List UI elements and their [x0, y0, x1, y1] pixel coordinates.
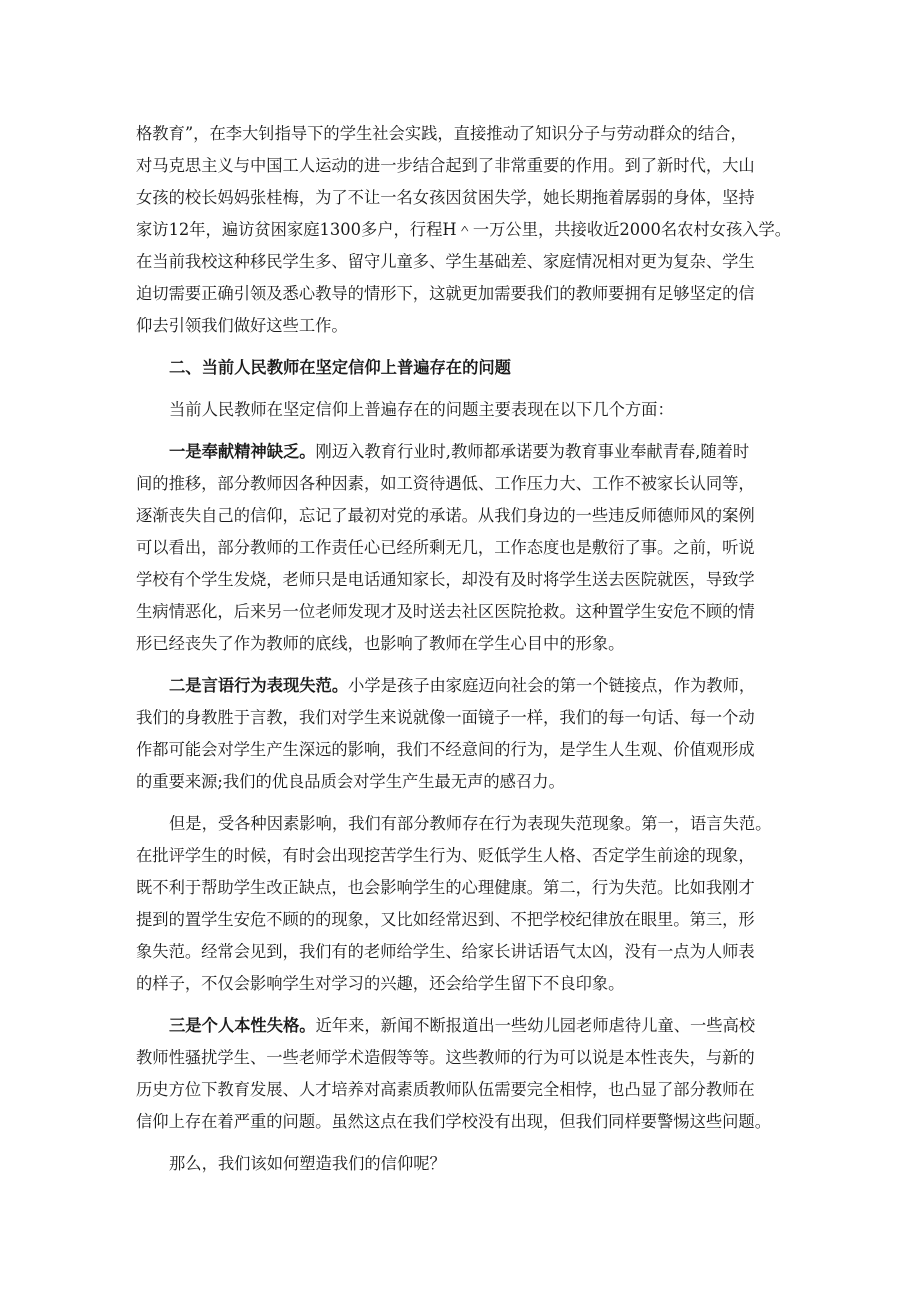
text-line: 家访12年，遍访贫困家庭1300多户，行程H＾一万公里，共接收近2000名农村女孩入学。: [136, 220, 792, 239]
point-title: 二是言语行为表现失范。: [169, 676, 349, 695]
text-line: 信仰上存在着严重的问题。虽然这点在我们学校没有出现，但我们同样要警惕这些问题。: [136, 1112, 771, 1131]
text-line: 生病情恶化，后来另一位老师发现才及时送去社区医院抢救。这种置学生安危不顾的情: [136, 602, 755, 621]
text-line: 的重要来源;我们的优良品质会对学生产生最无声的感召力。: [136, 772, 565, 791]
point-title: 一是奉献精神缺乏。: [169, 442, 316, 461]
text-line: 格教育”，在李大钊指导下的学生社会实践，直接推动了知识分子与劳动群众的结合，: [136, 124, 747, 143]
text-line: 对马克思主义与中国工人运动的进一步结合起到了非常重要的作用。到了新时代，大山: [136, 156, 755, 175]
point-two-paragraph: [136, 670, 796, 798]
text-line: 迫切需要正确引领及悉心教导的情形下，这就更加需要我们的教师要拥有足够坚定的信: [136, 284, 755, 303]
text-line: 既不利于帮助学生改正缺点，也会影响学生的心理健康。第二，行为失范。比如我刚才: [136, 878, 755, 897]
text-line: 在当前我校这种移民学生多、留守儿童多、学生基础差、家庭情况相对更为复杂、学生: [136, 252, 755, 271]
text-line: 学校有个学生发烧，老师只是电话通知家长，却没有及时将学生送去医院就医，导致学: [136, 570, 755, 589]
point-one-paragraph: [136, 436, 796, 660]
text-line: 逐渐丧失自己的信仰，忘记了最初对党的承诺。从我们身边的一些违反师德师风的案例: [136, 506, 755, 525]
text-line: 间的推移，部分教师因各种因素，如工资待遇低、工作压力大、工作不被家长认同等，: [136, 474, 755, 493]
text-line: 在批评学生的时候，有时会出现挖苦学生行为、贬低学生人格、否定学生前途的现象，: [136, 846, 755, 865]
text-line: [136, 1010, 796, 1042]
text-line: 形已经丧失了作为教师的底线，也影响了教师在学生心目中的形象。: [136, 634, 625, 653]
point-text: 刚迈入教育行业时,教师都承诺要为教育事业奉献青春,随着时: [315, 442, 750, 461]
closing-paragraph: [136, 1148, 796, 1180]
intro-paragraph: [136, 394, 796, 426]
section-heading: [136, 352, 796, 384]
text-line: 但是，受各种因素影响，我们有部分教师存在行为表现失范现象。第一，语言失范。: [169, 814, 772, 833]
text-line: [136, 670, 796, 702]
point-three-paragraph: [136, 1010, 796, 1138]
text-line: 当前人民教师在坚定信仰上普遍存在的问题主要表现在以下几个方面：: [169, 400, 674, 419]
point-text: 近年来，新闻不断报道出一些幼儿园老师虐待儿童、一些高校: [315, 1016, 756, 1035]
text-line: 女孩的校长妈妈张桂梅，为了不让一名女孩因贫困失学，她长期拖着孱弱的身体，坚持: [136, 188, 755, 207]
text-line: 仰去引领我们做好这些工作。: [136, 316, 348, 335]
text-line: 可以看出，部分教师的工作责任心已经所剩无几，工作态度也是敷衍了事。之前，听说: [136, 538, 755, 557]
text-line: [136, 436, 796, 468]
text-line: 历史方位下教育发展、人才培养对高素质教师队伍需要完全相悖，也凸显了部分教师在: [136, 1080, 755, 1099]
text-line: 我们的身教胜于言教，我们对学生来说就像一面镜子一样，我们的每一句话、每一个动: [136, 708, 755, 727]
point-title: 三是个人本性失格。: [169, 1016, 316, 1035]
text-line: 作都可能会对学生产生深远的影响，我们不经意间的行为，是学生人生观、价值观形成: [136, 740, 755, 759]
heading-text: 二、当前人民教师在坚定信仰上普遍存在的问题: [169, 358, 511, 377]
text-line: 象失范。经常会见到，我们有的老师给学生、给家长讲话语气太凶，没有一点为人师表: [136, 942, 755, 961]
document-body: [136, 118, 796, 1180]
text-line: 教师性骚扰学生、一些老师学术造假等等。这些教师的行为可以说是本性丧失，与新的: [136, 1048, 755, 1067]
point-text: 小学是孩子由家庭迈向社会的第一个链接点，作为教师，: [348, 676, 756, 695]
text-line: 的样子，不仅会影响学生对学习的兴趣，还会给学生留下不良印象。: [136, 974, 625, 993]
text-line: 提到的置学生安危不顾的的现象，又比如经常迟到、不把学校纪律放在眼里。第三，形: [136, 910, 755, 929]
paragraph-continuation: [136, 118, 796, 342]
text-line: 那么，我们该如何塑造我们的信仰呢？: [169, 1154, 446, 1173]
behavior-paragraph: [136, 808, 796, 1000]
